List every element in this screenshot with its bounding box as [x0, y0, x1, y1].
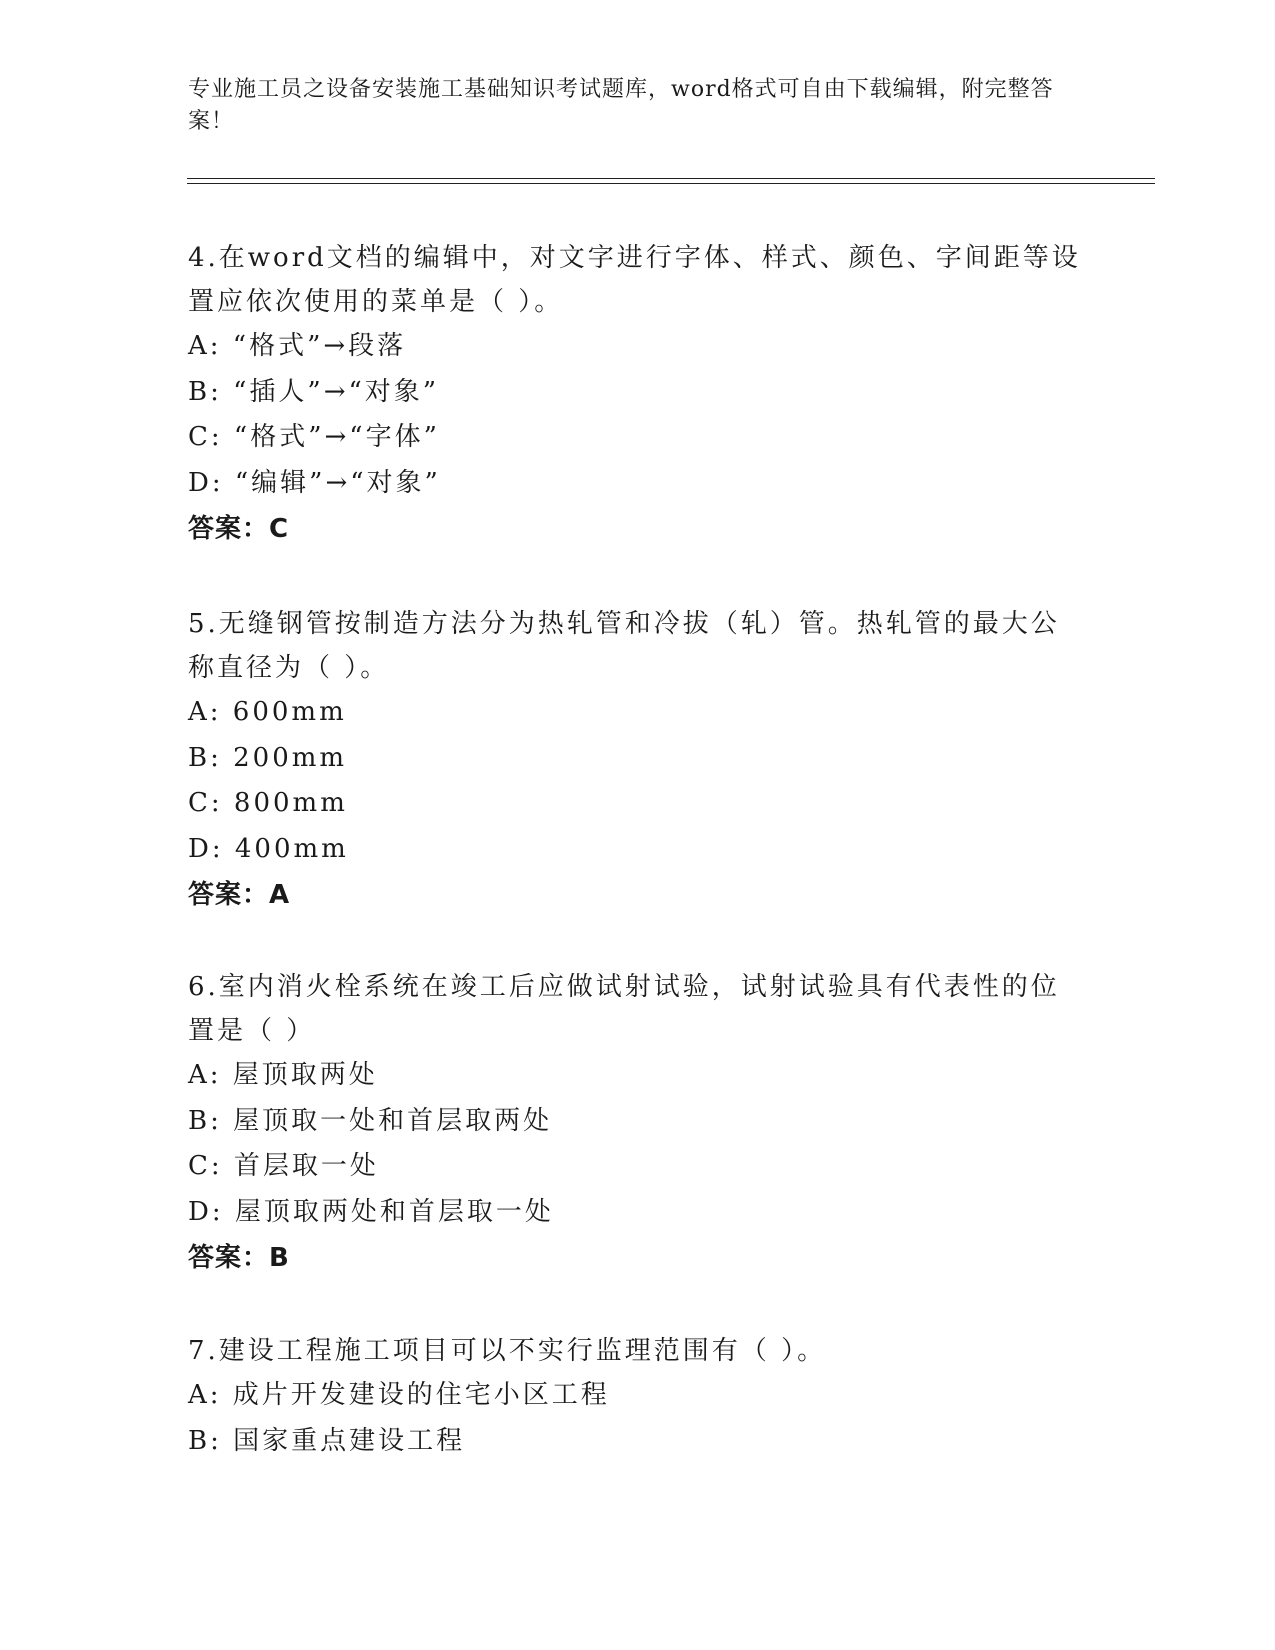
question-7 [188, 1329, 1088, 1464]
answer: 答案：B [188, 1243, 290, 1273]
question-4 [188, 236, 1088, 552]
option-a: A: 600mm [188, 697, 347, 727]
option-a: A: 成片开发建设的住宅小区工程 [188, 1380, 610, 1410]
answer: 答案：C [188, 514, 290, 544]
question-text: 6.室内消火栓系统在竣工后应做试射试验，试射试验具有代表性的位置是（ ） [188, 972, 1060, 1046]
option-d: D: “编辑”→“对象” [188, 467, 441, 498]
option-d: D: 400mm [188, 833, 349, 864]
option-a: A: 屋顶取两处 [188, 1060, 378, 1090]
document-header: 专业施工员之设备安装施工基础知识考试题库，word格式可自由下载编辑，附完整答案！ [188, 77, 1054, 134]
question-5 [188, 602, 1088, 918]
option-c: C: “格式”→“字体” [188, 422, 440, 452]
option-b: B: 屋顶取一处和首层取两处 [188, 1105, 553, 1136]
question-text: 7.建设工程施工项目可以不实行监理范围有（ ）。 [188, 1336, 827, 1366]
option-d: D: 屋顶取两处和首层取一处 [188, 1196, 554, 1227]
question-6 [188, 965, 1088, 1281]
option-c: C: 800mm [188, 788, 348, 818]
option-b: B: 200mm [188, 742, 348, 773]
header-divider-bottom [187, 183, 1155, 184]
question-text: 5.无缝钢管按制造方法分为热轧管和冷拔（轧）管。热轧管的最大公称直径为（ ）。 [188, 609, 1060, 683]
question-text: 4.在word文档的编辑中，对文字进行字体、样式、颜色、字间距等设置应依次使用的菜单是（ ）。 [188, 243, 1081, 317]
header-divider-top [187, 178, 1155, 179]
answer: 答案：A [188, 880, 291, 910]
option-c: C: 首层取一处 [188, 1151, 379, 1181]
option-a: A: “格式”→段落 [188, 331, 407, 361]
option-b: B: “插人”→“对象” [188, 376, 440, 407]
option-b: B: 国家重点建设工程 [188, 1425, 466, 1456]
